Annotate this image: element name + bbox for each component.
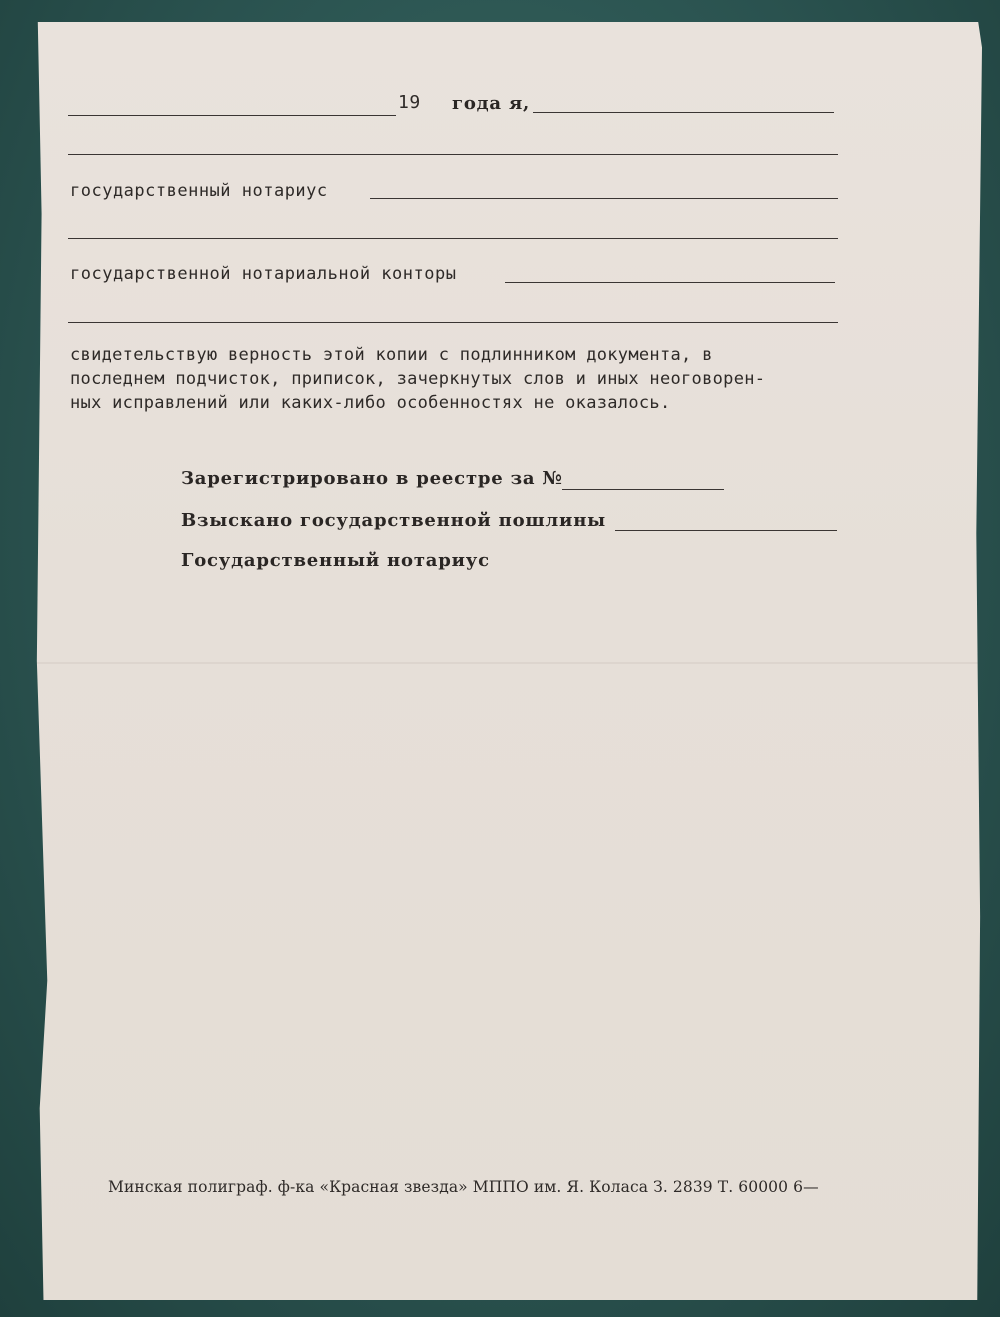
paper-crease [34, 662, 982, 664]
signature-label: Государственный нотариус [181, 550, 490, 571]
registered-label: Зарегистрировано в реестре за № [181, 468, 563, 489]
year-prefix: 19 [398, 92, 421, 113]
notary-label: государственный нотариус [70, 181, 328, 201]
blank-line-4[interactable] [68, 238, 838, 239]
notary-blank-line[interactable] [370, 198, 838, 199]
office-label: государственной нотариальной конторы [70, 264, 457, 284]
certification-paragraph [70, 343, 850, 415]
blank-line-2[interactable] [68, 154, 838, 155]
name-blank-line[interactable] [533, 112, 834, 113]
office-blank-line[interactable] [505, 282, 835, 283]
registry-number-line[interactable] [562, 489, 724, 490]
year-suffix-label: года я, [452, 93, 531, 114]
printer-imprint: Минская полиграф. ф-ка «Красная звезда» МППО им. Я. Коласа З. 2839 Т. 60000 6— [108, 1178, 819, 1196]
duty-amount-line[interactable] [615, 530, 837, 531]
certification-line-3: ных исправлений или каких-либо особенностях не оказалось. [70, 393, 671, 413]
blank-line-6[interactable] [68, 322, 838, 323]
notary-form-sheet [34, 22, 982, 1300]
date-blank-line[interactable] [68, 115, 396, 116]
duty-label: Взыскано государственной пошлины [181, 510, 607, 531]
certification-line-2: последнем подчисток, приписок, зачеркнутых слов и иных неоговорен- [70, 369, 766, 389]
certification-line-1: свидетельствую верность этой копии с подлинником документа, в [70, 345, 713, 365]
